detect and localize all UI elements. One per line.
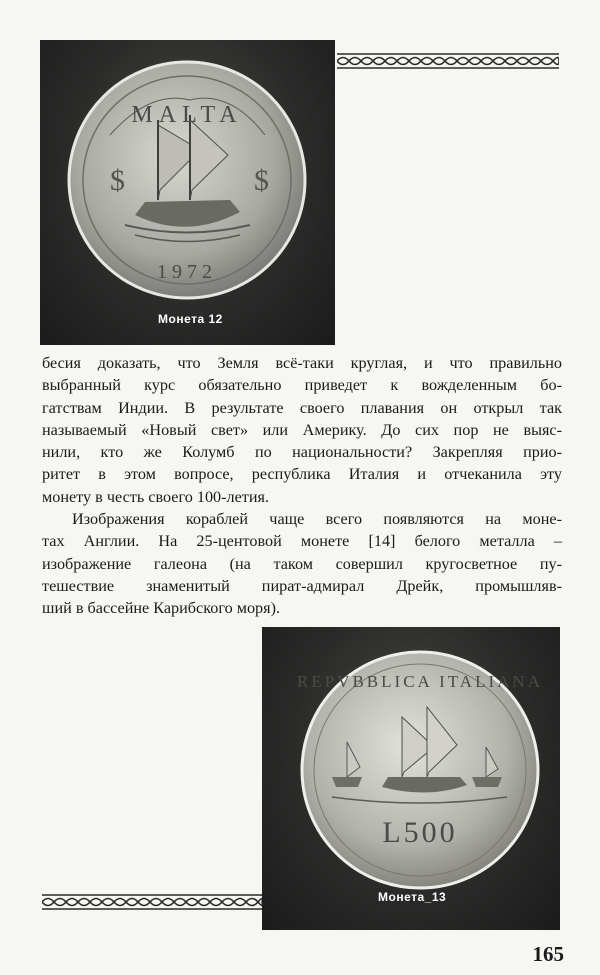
coin-photo-malta (40, 40, 335, 345)
italy-coin-image (262, 627, 560, 930)
photo-caption: Монета 12 (158, 312, 223, 326)
text-line: бесия доказать, что Земля всё-таки круглая, и что правильно (42, 354, 562, 372)
paragraph (42, 508, 562, 619)
coin-value: L500 (382, 816, 458, 849)
decorative-braid-border (337, 52, 559, 70)
text-line: ритет в этом вопросе, республика Италия и отчеканила эту (42, 465, 562, 484)
text-line: гатствам Индии. В результате своего плавания он открыл так (42, 398, 562, 417)
text-line: изображение галеона (на таком совершил кругосветное пу- (42, 554, 562, 573)
coin-year: 1972 (157, 261, 217, 283)
svg-text:$: $ (110, 164, 125, 197)
text-line: монету в честь своего 100-летия. (42, 487, 270, 506)
text-line: тешествие знаменитый пират-адмирал Дрейк, промышляв- (42, 576, 562, 595)
photo-caption: Монета_13 (378, 890, 447, 904)
coin-legend: REPVBBLICA ITALIANA (297, 672, 543, 691)
text-line: называемый «Новый свет» или Америку. До сих пор не выяс- (42, 420, 562, 439)
coin-legend: MALTA (131, 102, 243, 128)
text-line: нили, кто же Колумб по национальности? Закрепляя прио- (42, 443, 562, 462)
coin-photo-italy (262, 627, 560, 930)
page-number: 165 (532, 942, 564, 966)
text-line: тах Англии. На 25-центовой монете [14] белого металла – (42, 532, 562, 551)
decorative-braid-border (42, 893, 262, 911)
text-line: Изображения кораблей чаще всего появляются на моне- (72, 510, 562, 529)
paragraph (42, 352, 562, 508)
svg-text:$: $ (254, 164, 269, 197)
article-body (42, 352, 562, 620)
text-line: выбранный курс обязательно приведет к вожделенным бо- (42, 376, 562, 395)
text-line: ший в бассейне Карибского моря). (42, 599, 281, 618)
malta-coin-image (40, 40, 335, 345)
